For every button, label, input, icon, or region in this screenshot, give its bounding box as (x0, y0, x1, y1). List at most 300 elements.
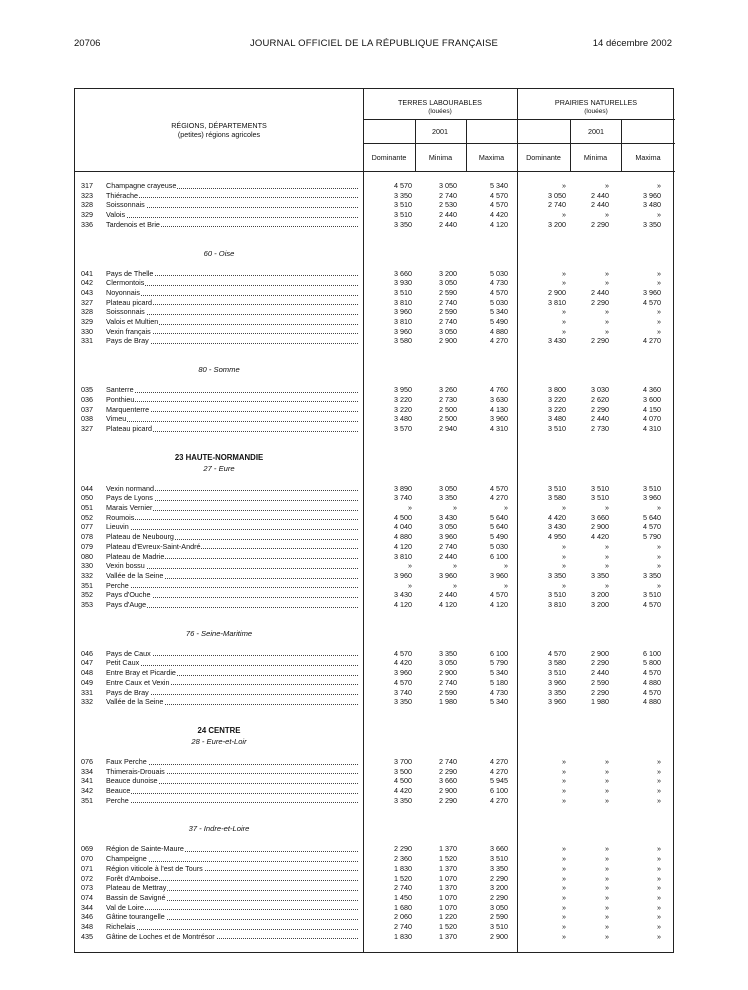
prairies-dominante-value: » (562, 795, 566, 805)
region-name-text: Roumois (106, 512, 135, 522)
table-row (75, 561, 675, 571)
prairies-dominante-value: » (562, 326, 566, 336)
region-name (106, 854, 358, 864)
region-name-text: Thimerais-Drouais (106, 766, 165, 776)
terres-maxima-value: » (504, 580, 508, 590)
terres-maxima-value: 5 640 (490, 522, 508, 532)
terres-maxima-value: 3 510 (490, 854, 508, 864)
region-name (106, 590, 358, 600)
department-heading: 27 - Eure (203, 463, 235, 473)
prairies-dominante-value: 3 200 (548, 219, 566, 229)
terres-dominante-value: 3 740 (394, 687, 412, 697)
prairies-minima-value: » (605, 580, 609, 590)
prairies-dominante-value: 3 800 (548, 385, 566, 395)
region-heading: 23 HAUTE-NORMANDIE (174, 452, 264, 462)
prairies-dominante-value: 3 810 (548, 297, 566, 307)
prairies-maxima-value: » (657, 326, 661, 336)
table-row (75, 336, 675, 346)
prairies-dominante-value: 2 740 (548, 200, 566, 210)
prairies-maxima-value: 4 880 (643, 697, 661, 707)
region-name (106, 883, 358, 893)
prairies-minima-value: 3 200 (591, 600, 609, 609)
terres-minima-value: 2 440 (439, 551, 457, 561)
terres-dominante-value: 3 740 (394, 493, 412, 503)
prairies-minima-value: » (605, 766, 609, 776)
publication-date: 14 décembre 2002 (592, 38, 672, 49)
region-code: 043 (81, 287, 93, 297)
terres-maxima-value: 3 960 (490, 414, 508, 424)
prairies-minima-value: 2 590 (591, 677, 609, 687)
terres-minima-value: 3 350 (439, 648, 457, 658)
region-code: 035 (81, 385, 93, 395)
prairies-maxima-value: 3 350 (643, 219, 661, 229)
prairies-maxima-value: 6 100 (643, 648, 661, 658)
region-code: 346 (81, 912, 93, 922)
prairies-minima-value: » (605, 210, 609, 220)
region-name (106, 581, 358, 591)
table-row (75, 932, 675, 942)
terres-header (363, 98, 517, 116)
terres-minima-value: 2 900 (439, 336, 457, 346)
prairies-maxima-value: » (657, 503, 661, 512)
region-code: 334 (81, 766, 93, 776)
region-name (106, 385, 358, 395)
prairies-minima-value: » (605, 503, 609, 512)
col-header-minima: Minima (428, 153, 453, 162)
terres-maxima-value: 6 100 (490, 551, 508, 561)
table-row (75, 649, 675, 659)
terres-dominante-value: 4 420 (394, 786, 412, 795)
terres-dominante-value: 4 570 (394, 677, 412, 687)
region-name-text: Entre Caux et Vexin (106, 677, 170, 687)
prairies-minima-value: » (605, 873, 609, 883)
terres-maxima-value: 4 270 (490, 795, 508, 805)
terres-dominante-value: 3 890 (394, 483, 412, 493)
prairies-maxima-value: 4 310 (643, 423, 661, 433)
region-name-text: Pays de Bray (106, 336, 149, 346)
region-name-text: Champagne crayeuse (106, 181, 177, 190)
region-name (106, 552, 358, 562)
prairies-maxima-value: » (657, 873, 661, 883)
region-code: 330 (81, 561, 93, 571)
region-name-text: Entre Bray et Picardie (106, 668, 176, 678)
region-name (106, 278, 358, 288)
region-code: 344 (81, 902, 93, 912)
prairies-maxima-value: 3 510 (643, 590, 661, 600)
table-row (75, 776, 675, 786)
region-name-text: Perche (106, 795, 129, 805)
table-row (75, 532, 675, 542)
prairies-minima-value: 1 980 (591, 697, 609, 707)
terres-dominante-value: 3 810 (394, 551, 412, 561)
region-name (106, 503, 358, 513)
prairies-maxima-value: » (657, 931, 661, 941)
header-divider (363, 119, 675, 120)
terres-minima-value: 2 740 (439, 297, 457, 307)
region-name (106, 181, 358, 191)
region-name-text: Soissonnais (106, 307, 145, 317)
prairies-minima-value: » (605, 795, 609, 805)
terres-maxima-value: 5 640 (490, 512, 508, 522)
prairies-maxima-value: 3 960 (643, 190, 661, 200)
prairies-dominante-value: » (562, 307, 566, 317)
table-row (75, 883, 675, 893)
table-row (75, 796, 675, 806)
region-name (106, 200, 358, 210)
terres-maxima-value: 5 030 (490, 541, 508, 551)
prairies-header (517, 98, 675, 116)
prairies-minima-value: 2 290 (591, 687, 609, 697)
terres-dominante-value: 3 810 (394, 297, 412, 307)
prairies-maxima-value: » (657, 561, 661, 571)
prairies-minima-value: 2 730 (591, 423, 609, 433)
terres-maxima-value: 5 945 (490, 776, 508, 786)
region-code: 341 (81, 776, 93, 786)
terres-dominante-value: 1 680 (394, 902, 412, 912)
terres-dominante-value: 3 510 (394, 287, 412, 297)
prairies-minima-value: » (605, 863, 609, 873)
table-row (75, 424, 675, 434)
terres-maxima-value: 5 030 (490, 297, 508, 307)
terres-dominante-value: 2 360 (394, 854, 412, 864)
region-name (106, 414, 358, 424)
terres-minima-value: 2 900 (439, 786, 457, 795)
table-row (75, 786, 675, 796)
terres-minima-value: 1 370 (439, 844, 457, 854)
terres-maxima-value: 5 340 (490, 697, 508, 707)
terres-dominante-value: 4 570 (394, 648, 412, 658)
terres-maxima-value: 3 050 (490, 902, 508, 912)
region-name (106, 922, 358, 932)
table-row (75, 200, 675, 210)
table-row (75, 844, 675, 854)
region-name-text: Pays d'Ouche (106, 590, 151, 600)
region-name (106, 932, 358, 942)
prairies-minima-value: » (605, 756, 609, 766)
terres-minima-value: 3 430 (439, 512, 457, 522)
department-heading: 28 - Eure-et-Loir (191, 736, 247, 746)
region-name (106, 600, 358, 610)
prairies-minima-value: » (605, 922, 609, 931)
region-name (106, 269, 358, 279)
region-name (106, 912, 358, 922)
table-row (75, 903, 675, 913)
prairies-dominante-value: » (562, 268, 566, 278)
region-name-text: Région de Sainte-Maure (106, 844, 184, 854)
table-row (75, 288, 675, 298)
prairies-dominante-value: 3 480 (548, 414, 566, 424)
region-name (106, 796, 358, 806)
region-code: 351 (81, 795, 93, 805)
table-row (75, 668, 675, 678)
terres-maxima-value: 3 200 (490, 883, 508, 893)
region-name-text: Thiérache (106, 190, 138, 200)
region-name (106, 903, 358, 913)
page-number: 20706 (74, 38, 101, 49)
prairies-minima-value: 2 900 (591, 522, 609, 532)
region-name-text: Région viticole à l'est de Tours (106, 863, 203, 873)
prairies-dominante-value: » (562, 776, 566, 786)
prairies-maxima-value: » (657, 317, 661, 326)
region-name-text: Val de Loire (106, 902, 144, 912)
terres-maxima-value: 4 570 (490, 590, 508, 600)
region-name-text: Gâtine tourangelle (106, 912, 165, 922)
prairies-maxima-value: » (657, 892, 661, 902)
terres-dominante-value: 3 350 (394, 190, 412, 200)
prairies-minima-value: 4 420 (591, 532, 609, 542)
region-code: 038 (81, 414, 93, 424)
prairies-dominante-value: 3 350 (548, 687, 566, 697)
region-code: 348 (81, 922, 93, 931)
terres-minima-value: 2 740 (439, 541, 457, 551)
region-code: 076 (81, 756, 93, 766)
terres-dominante-value: 1 450 (394, 892, 412, 902)
terres-minima-value: 1 070 (439, 902, 457, 912)
department-heading: 37 - Indre-et-Loire (188, 824, 250, 834)
region-name-text: Lieuvin (106, 522, 129, 532)
department-heading: 76 - Seine-Maritime (185, 628, 253, 638)
terres-minima-value: 2 440 (439, 219, 457, 229)
terres-minima-value: 2 500 (439, 404, 457, 414)
prairies-dominante-value: » (562, 181, 566, 190)
prairies-dominante-value: » (562, 210, 566, 220)
region-name-text: Marais Vernier (106, 503, 153, 512)
terres-maxima-value: 5 340 (490, 668, 508, 678)
region-name (106, 513, 358, 523)
region-code: 036 (81, 394, 93, 404)
prairies-dominante-value: » (562, 912, 566, 922)
terres-maxima-value: 4 730 (490, 278, 508, 288)
terres-minima-value: 2 740 (439, 190, 457, 200)
terres-maxima-value: 2 590 (490, 912, 508, 922)
table-row (75, 307, 675, 317)
prairies-dominante-value: » (562, 278, 566, 288)
prairies-maxima-value: 4 270 (643, 336, 661, 346)
terres-dominante-value: 3 220 (394, 394, 412, 404)
prairies-minima-value: 2 290 (591, 219, 609, 229)
terres-minima-value: 2 440 (439, 590, 457, 600)
terres-dominante-value: 2 740 (394, 922, 412, 931)
table-row (75, 697, 675, 707)
region-name (106, 678, 358, 688)
region-code: 044 (81, 483, 93, 493)
prairies-dominante-value: » (562, 786, 566, 795)
prairies-dominante-value: 4 570 (548, 648, 566, 658)
prairies-minima-value: 2 900 (591, 648, 609, 658)
terres-maxima-value: 4 120 (490, 219, 508, 229)
prairies-dominante-value: » (562, 902, 566, 912)
region-name-text: Vallée de la Seine (106, 570, 164, 580)
prairies-maxima-value: » (657, 580, 661, 590)
prairies-minima-value: 3 200 (591, 590, 609, 600)
table-row (75, 864, 675, 874)
region-name (106, 210, 358, 220)
table-row (75, 658, 675, 668)
table-row (75, 590, 675, 600)
terres-maxima-value: 4 420 (490, 210, 508, 220)
prairies-minima-value: 3 350 (591, 570, 609, 580)
terres-maxima-value: 5 180 (490, 677, 508, 687)
prairies-maxima-value: 3 960 (643, 287, 661, 297)
terres-minima-value: 1 980 (439, 697, 457, 707)
terres-dominante-value: 1 830 (394, 863, 412, 873)
prairies-maxima-value: 3 350 (643, 570, 661, 580)
terres-dominante-value: 3 960 (394, 307, 412, 317)
table-row (75, 317, 675, 327)
terres-sub: (louées) (428, 108, 452, 115)
region-name-text: Pays d'Auge (106, 600, 147, 609)
region-name (106, 317, 358, 327)
prairies-dominante-value: 3 510 (548, 590, 566, 600)
terres-minima-value: 3 960 (439, 532, 457, 542)
region-name (106, 776, 358, 786)
terres-dominante-value: 2 740 (394, 883, 412, 893)
col-header-dominante-2: Dominante (526, 153, 561, 162)
terres-dominante-value: 3 500 (394, 766, 412, 776)
terres-dominante-value: 3 350 (394, 795, 412, 805)
region-code: 047 (81, 658, 93, 668)
prairies-maxima-value: » (657, 883, 661, 893)
table-row (75, 278, 675, 288)
data-table (74, 88, 674, 953)
terres-minima-value: » (453, 503, 457, 512)
terres-dominante-value: 4 040 (394, 522, 412, 532)
region-name (106, 424, 358, 434)
terres-dominante-value: 3 510 (394, 210, 412, 220)
region-name (106, 542, 358, 552)
year-header-1: 2001 (432, 127, 448, 136)
region-name-text: Vexin bossu (106, 561, 145, 571)
terres-minima-value: 2 940 (439, 423, 457, 433)
terres-dominante-value: 3 960 (394, 326, 412, 336)
terres-minima-value: 1 370 (439, 863, 457, 873)
terres-minima-value: 3 350 (439, 493, 457, 503)
header-divider (363, 143, 675, 144)
prairies-maxima-value: 3 600 (643, 394, 661, 404)
terres-maxima-value: 5 490 (490, 532, 508, 542)
table-row (75, 513, 675, 523)
region-name (106, 298, 358, 308)
terres-minima-value: 3 200 (439, 268, 457, 278)
terres-maxima-value: » (504, 561, 508, 571)
terres-maxima-value: 6 100 (490, 648, 508, 658)
prairies-dominante-value: 3 430 (548, 336, 566, 346)
prairies-maxima-value: » (657, 541, 661, 551)
col-header-maxima-2: Maxima (635, 153, 661, 162)
table-row (75, 405, 675, 415)
region-name (106, 874, 358, 884)
terres-title: TERRES LABOURABLES (398, 98, 482, 107)
prairies-dominante-value: » (562, 844, 566, 854)
terres-dominante-value: » (408, 561, 412, 571)
prairies-minima-value: 3 510 (591, 493, 609, 503)
col-header-minima-2: Minima (583, 153, 608, 162)
region-name (106, 191, 358, 201)
region-code: 328 (81, 307, 93, 317)
terres-dominante-value: 3 510 (394, 200, 412, 210)
region-code: 078 (81, 532, 93, 542)
prairies-dominante-value: 2 900 (548, 287, 566, 297)
terres-maxima-value: 4 730 (490, 687, 508, 697)
prairies-minima-value: » (605, 892, 609, 902)
region-name (106, 786, 358, 796)
prairies-dominante-value: 3 960 (548, 677, 566, 687)
region-name-text: Petit Caux (106, 658, 140, 668)
prairies-dominante-value: 3 580 (548, 493, 566, 503)
region-code: 037 (81, 404, 93, 414)
terres-dominante-value: 4 420 (394, 658, 412, 668)
region-name-text: Valois (106, 210, 126, 220)
prairies-minima-value: » (605, 931, 609, 941)
region-name (106, 649, 358, 659)
terres-minima-value: 2 740 (439, 317, 457, 326)
terres-maxima-value: 4 760 (490, 385, 508, 395)
terres-maxima-value: 2 290 (490, 892, 508, 902)
terres-minima-value: 3 050 (439, 522, 457, 532)
prairies-maxima-value: 4 070 (643, 414, 661, 424)
prairies-minima-value: 2 290 (591, 297, 609, 307)
terres-dominante-value: » (408, 580, 412, 590)
prairies-minima-value: 2 440 (591, 414, 609, 424)
region-name (106, 658, 358, 668)
prairies-dominante-value: 4 420 (548, 512, 566, 522)
prairies-dominante-value: » (562, 931, 566, 941)
region-name-text: Bassin de Savigné (106, 892, 166, 902)
prairies-dominante-value: » (562, 580, 566, 590)
prairies-dominante-value: » (562, 503, 566, 512)
prairies-minima-value: » (605, 317, 609, 326)
region-name-text: Valois et Multien (106, 317, 159, 326)
prairies-minima-value: 2 440 (591, 668, 609, 678)
table-row (75, 269, 675, 279)
region-code: 079 (81, 541, 93, 551)
terres-dominante-value: 4 500 (394, 776, 412, 786)
terres-maxima-value: 3 960 (490, 570, 508, 580)
header-bottom-rule (75, 171, 675, 172)
terres-maxima-value: 4 270 (490, 756, 508, 766)
region-code: 048 (81, 668, 93, 678)
prairies-dominante-value: 3 350 (548, 570, 566, 580)
region-name-text: Ponthieu (106, 394, 135, 404)
terres-minima-value: 3 050 (439, 483, 457, 493)
region-name (106, 484, 358, 494)
region-name (106, 395, 358, 405)
table-row (75, 678, 675, 688)
regions-header (75, 121, 363, 139)
prairies-maxima-value: 4 360 (643, 385, 661, 395)
region-code: 046 (81, 648, 93, 658)
terres-dominante-value: 4 120 (394, 541, 412, 551)
terres-dominante-value: 4 500 (394, 512, 412, 522)
region-code: 329 (81, 210, 93, 220)
region-code: 052 (81, 512, 93, 522)
prairies-maxima-value: » (657, 863, 661, 873)
terres-minima-value: 2 730 (439, 394, 457, 404)
journal-title: JOURNAL OFFICIEL DE LA RÉPUBLIQUE FRANÇAISE (249, 38, 499, 49)
region-name (106, 844, 358, 854)
prairies-maxima-value: » (657, 776, 661, 786)
terres-dominante-value: 4 120 (394, 600, 412, 609)
prairies-minima-value: » (605, 326, 609, 336)
region-name (106, 493, 358, 503)
region-name-text: Soissonnais (106, 200, 145, 210)
table-row (75, 893, 675, 903)
table-row (75, 503, 675, 513)
terres-dominante-value: 3 950 (394, 385, 412, 395)
prairies-dominante-value: 3 580 (548, 658, 566, 668)
terres-maxima-value: 4 880 (490, 326, 508, 336)
terres-maxima-value: 4 270 (490, 766, 508, 776)
